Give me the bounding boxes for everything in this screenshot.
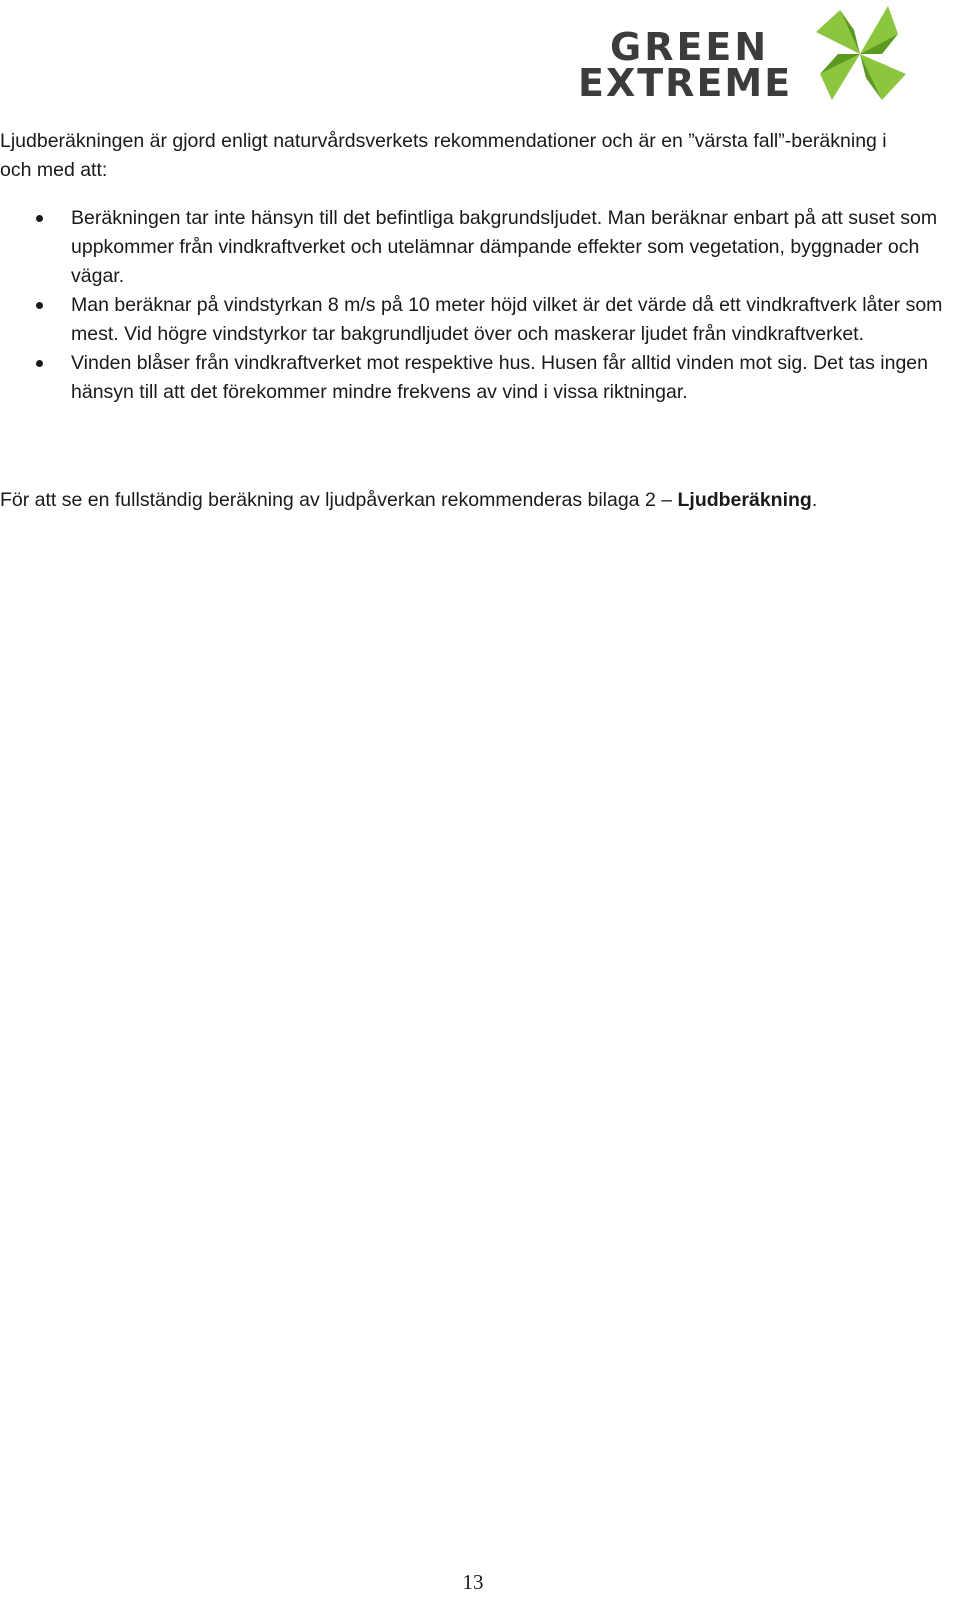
bullet-list	[0, 204, 960, 407]
list-item	[0, 349, 960, 407]
outro-paragraph	[0, 486, 950, 515]
logo-text-green: GREEN	[610, 25, 770, 69]
bullet-icon	[36, 360, 43, 367]
bullet-text: Beräkningen tar inte hänsyn till det befintliga bakgrundsljudet. Man beräknar enbart på att suset som uppkommer från vindkraftverket och utelämnar dämpande effekter som vegetation, byggnader och vägar.	[71, 207, 938, 287]
bullet-text: Man beräknar på vindstyrkan 8 m/s på 10 meter höjd vilket är det värde då ett vindkraftverk låter som mest. Vid högre vindstyrkor tar bakgrundljudet över och maskerar ljudet från vindkraftverket.	[71, 294, 943, 345]
bullet-icon	[36, 302, 43, 309]
page-number: 13	[462, 1570, 484, 1594]
attachment-reference: Ljudberäkning	[677, 489, 812, 511]
list-item	[0, 204, 960, 291]
bullet-icon	[36, 215, 43, 222]
green-extreme-logo	[578, 4, 908, 104]
intro-paragraph: Ljudberäkningen är gjord enligt naturvårdsverkets rekommendationer och är en ”värsta fall”-beräkning i och med att:	[0, 130, 887, 181]
outro-period: .	[811, 489, 818, 511]
list-item	[0, 291, 960, 349]
bullet-text: Vinden blåser från vindkraftverket mot respektive hus. Husen får alltid vinden mot sig. Det tas ingen hänsyn till att det förekommer mindre frekvens av vind i vissa riktningar.	[71, 352, 928, 403]
logo-text-extreme: EXTREME	[578, 61, 793, 105]
pinwheel-icon	[810, 4, 910, 104]
outro-text: För att se en fullständig beräkning av ljudpåverkan rekommenderas bilaga 2 –	[0, 489, 678, 511]
